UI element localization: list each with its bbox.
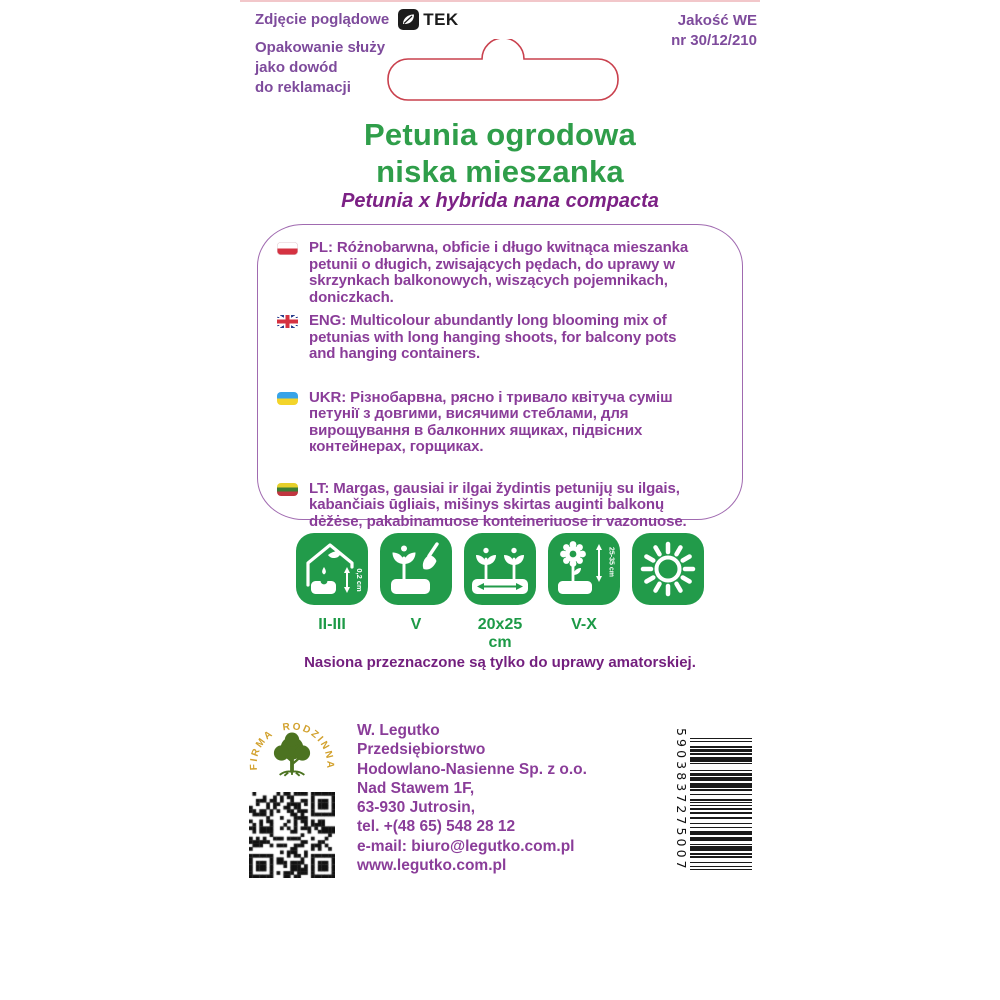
packaging-note: Opakowanie służy jako dowód do reklamacji xyxy=(255,39,386,96)
pictogram-sun xyxy=(632,533,704,636)
photo-note: Zdjęcie poglądowe xyxy=(255,11,390,28)
barcode-bars xyxy=(690,738,752,871)
amateur-use-note: Nasiona przeznaczone są tylko do uprawy amatorskiej. xyxy=(304,654,696,671)
address-line: e-mail: biuro@legutko.com.pl xyxy=(357,837,575,855)
barcode xyxy=(668,726,752,874)
quality-note: Jakość WE nr 30/12/210 xyxy=(671,12,757,49)
euro-slot-hole xyxy=(387,39,619,103)
address-line: Nad Stawem 1F, xyxy=(357,779,475,797)
barcode-number: 5903837275007 xyxy=(674,728,689,872)
tek-label: TEK xyxy=(423,9,459,29)
address-line: tel. +(48 65) 548 28 12 xyxy=(357,818,516,836)
flag-lt-icon xyxy=(277,483,298,496)
tree-icon xyxy=(274,732,310,775)
header-left xyxy=(255,9,459,30)
pictogram-spacing xyxy=(464,533,536,651)
descriptions-box xyxy=(257,224,743,530)
flowering-height-icon xyxy=(548,533,620,605)
family-logo-text: FIRMA RODZINNA xyxy=(248,721,336,771)
sowing-under-cover-icon xyxy=(296,533,368,605)
planting-out-icon xyxy=(380,533,452,605)
description-pl: PL: Różnobarwna, obficie i długo kwitnąca mieszanka petunii o długich, zwisających pędach, do uprawy w skrzynkach balkonowych, wiszących pojemnikach, doniczkach. xyxy=(277,240,722,306)
pictogram-label: V xyxy=(410,616,422,633)
svg-text:25-35 cm: 25-35 cm xyxy=(607,547,615,577)
company-address xyxy=(357,721,587,875)
address-line: W. Legutko xyxy=(357,722,440,739)
address-line: Hodowlano-Nasienne Sp. z o.o. xyxy=(357,760,587,778)
title-line-2: niska mieszanka xyxy=(376,154,624,189)
description-eng: ENG: Multicolour abundantly long blooming mix of petunias with long hanging shoots, for balcony pots and hanging containers. xyxy=(277,313,722,363)
sun-icon xyxy=(632,533,704,605)
pictogram-label: V-X xyxy=(571,616,597,633)
address-line: Przedsiębiorstwo xyxy=(357,741,486,759)
address-line: 63-930 Jutrosin, xyxy=(357,799,476,817)
svg-text:0,2 cm: 0,2 cm xyxy=(355,568,364,592)
top-trim-line xyxy=(240,0,760,2)
flag-ua-icon xyxy=(277,392,298,405)
address-line: www.legutko.com.pl xyxy=(357,857,507,875)
pictogram-flowering xyxy=(548,533,620,636)
description-lt: LT: Margas, gausiai ir ilgai žydintis petunijų su ilgais, kabančiais ūgliais, mišinys skirtas auginti balkonų dėžėse, pakabinamuose konteineriuose ir vazonuose. xyxy=(277,481,722,531)
spacing-icon xyxy=(464,533,536,605)
pictogram-label xyxy=(632,616,704,636)
qr-code xyxy=(249,792,335,878)
page-title xyxy=(0,116,1000,190)
latin-name: Petunia x hybrida nana compacta xyxy=(341,190,659,212)
title-line-1: Petunia ogrodowa xyxy=(364,117,636,152)
description-ukr: UKR: Різнобарвна, рясно і тривало квітуча суміш петунії з довгими, висячими стеблами, для вирощування в балконних ящиках, підвісних контейнерах, горщиках. xyxy=(277,390,722,456)
pictogram-row xyxy=(0,533,1000,651)
flag-pl-icon xyxy=(277,242,298,255)
family-company-logo xyxy=(248,712,336,792)
flag-uk-icon xyxy=(277,315,298,328)
pictogram-label: 20x25 cm xyxy=(477,616,523,651)
pictogram-label: II-III xyxy=(318,616,346,633)
leaf-icon xyxy=(398,9,419,30)
pictogram-sowing xyxy=(296,533,368,636)
tek-logo xyxy=(398,9,459,30)
pictogram-planting xyxy=(380,533,452,636)
